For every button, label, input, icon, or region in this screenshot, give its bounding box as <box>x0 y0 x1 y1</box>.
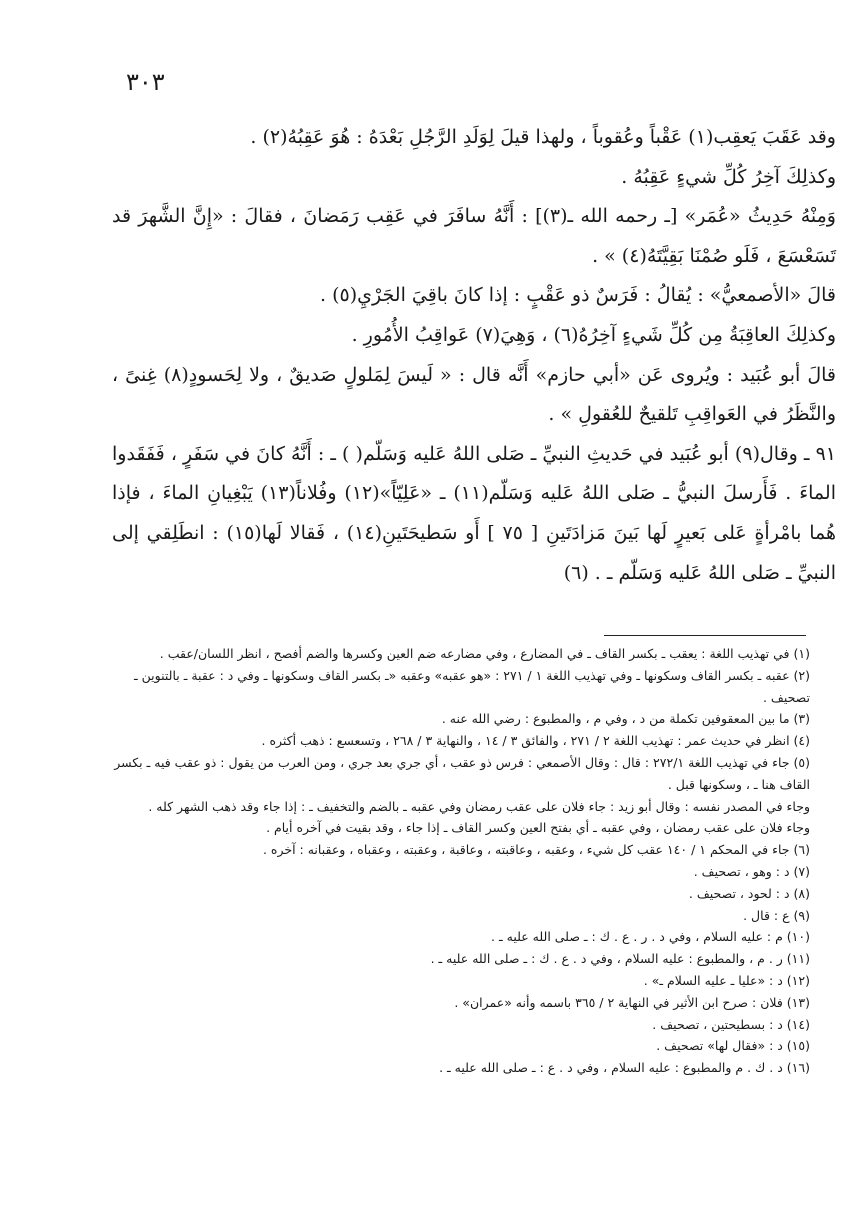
footnote: (٩) ع : قال . <box>743 907 810 923</box>
footnote: وجاء في المصدر نفسه : وقال أبو زيد : جاء فلان على عقب رمضان وفي عقبه ـ بالضم والتخفيف ـ : إذا جاء وقد ذهب الشهر كله . <box>148 798 810 814</box>
paragraph: قالَ أبو عُبَيد : ويُروى عَن «أبي حازم» أَنَّه قال : « لَيسَ لِمَلولٍ صَديقٌ ، ولا لِحَسودٍ(٨) غِنىً ، والنَّظَرُ في العَواقِبِ تَلقيحٌ للعُقولِ » . <box>112 363 836 426</box>
footnote: (٥) جاء في تهذيب اللغة ٢٧٢/١ : قال : وقال الأصمعي : فرس ذو عقب ، أي جري بعد جري ، ومن العرب من يقول : ذو عقب فيه ـ بكسر القاف هنا ـ ، وسكونها قبل . <box>114 754 810 792</box>
footnote: وجاء فلان على عقب رمضان ، وفي عقبه ـ أي بفتح العين وكسر القاف ـ إذا جاء ، وقد بقيت في آخره أيام . <box>266 820 810 836</box>
footnote: (١٦) د . ك . م والمطبوع : عليه السلام ، وفي د . ع : ـ صلى الله عليه ـ . <box>439 1060 810 1076</box>
footnote: (١٥) د : «فقال لها» تصحيف . <box>656 1038 810 1054</box>
footnote: (١٢) د : «عليا ـ عليه السلام ـ» . <box>643 972 810 988</box>
footnote: (١) في تهذيب اللغة : يعقب ـ بكسر القاف ـ في المضارع ، وفي مضارعه ضم العين وكسرها والضم أفصح ، انظر اللسان/عقب . <box>159 646 810 661</box>
paragraph: قالَ «الأصمعيُّ» : يُقالُ : فَرَسٌ ذو عَقْبٍ : إذا كانَ باقِيَ الجَرْيِ(٥) . <box>320 284 836 307</box>
footnote: (٧) د : وهو ، تصحيف . <box>693 863 810 879</box>
footnote-separator <box>604 635 806 636</box>
footnote: (١٠) م : عليه السلام ، وفي د . ر . ع . ك : ـ صلى الله عليه ـ . <box>491 929 810 945</box>
paragraph: وَمِنْهُ حَدِيثُ «عُمَر» [ـ رحمه الله ـ(٣)] : أَنَّهُ سافَرَ في عَقِب رَمَضانَ ، فقالَ : «إِنَّ الشَّهرَ قد تَسَعْسَعَ ، فَلَو صُمْنَا بَقِيَّتَهُ(٤) » . <box>112 205 836 267</box>
paragraph: ٩١ ـ وقال(٩) أبو عُبَيد في حَديثِ النبيِّ ـ صَلى اللهُ عَليه وَسَلّم( ) ـ : أَنَّهُ كانَ في سَفَرٍ ، فَفَقَدوا الماءَ . فَأَرسلَ النبيُّ ـ صَلى اللهُ عَليه وَسَلّم(١١) ـ «عَلِيّاً»(١٢) وفُلاناً(١٣) يَبْغِيانِ الماءَ ، فإذا هُما بامْرأةٍ عَلى بَعيرٍ لَها بَينَ مَزادَتَينِ [ ٧٥ ] أَو سَطيحَتَينِ(١٤) ، فَقالا لَها(١٥) : انطَلِقي إلى النبيِّ ـ صَلى اللهُ عَليه وَسَلّم ـ . (٦) <box>112 442 836 584</box>
footnote: (٤) انظر في حديث عمر : تهذيب اللغة ٢ / ٢٧١ ، والفائق ٣ / ١٤ ، والنهاية ٣ / ٢٦٨ ، وتسعسع : ذهب أكثره . <box>261 733 810 749</box>
footnote: (٣) ما بين المعقوفين تكملة من د ، وفي م ، والمطبوع : رضي الله عنه . <box>441 711 810 727</box>
footnotes <box>95 643 810 1079</box>
page-number: ٣٠٣ <box>126 68 165 96</box>
footnote: (١٣) فلان : صرح ابن الأثير في النهاية ٢ / ٣٦٥ باسمه وأنه «عمران» . <box>454 994 810 1010</box>
main-text <box>112 118 836 593</box>
footnote: (٨) د : لحود ، تصحيف . <box>688 885 810 901</box>
paragraph: وقد عَقَبَ يَعقِب(١) عَقْباً وعُقوباً ، ولهذا قيلَ لِوَلَدِ الرَّجُلِ بَعْدَهُ : هُوَ عَقِبُهُ(٢) . <box>250 126 836 148</box>
paragraph: وكذلِكَ العاقِبَةُ مِن كُلِّ شَيءٍ آخِرُهُ(٦) ، وَهِيَ(٧) عَواقِبُ الأُمُورِ . <box>351 323 836 346</box>
paragraph: وكذلِكَ آخِرُ كُلِّ شيءٍ عَقِبُهُ . <box>621 165 836 188</box>
footnote: (٢) عقبه ـ بكسر القاف وسكونها ـ وفي تهذيب اللغة ١ / ٢٧١ : «هو عقبه» وعقبه «ـ بكسر القاف وسكونها ـ وفي د : عقبة ـ بالتنوين ـ تصحيف . <box>134 667 810 705</box>
footnote: (١٤) د : بسطيحتين ، تصحيف . <box>652 1016 810 1032</box>
footnote: (٦) جاء في المحكم ١ / ١٤٠ عقب كل شيء ، وعقبه ، وعاقبته ، وعاقبة ، وعقبته ، وعقباه ، وعقبانه : آخره . <box>262 842 810 858</box>
footnote: (١١) ر . م ، والمطبوع : عليه السلام ، وفي د . ع . ك : ـ صلى الله عليه ـ . <box>430 951 810 967</box>
